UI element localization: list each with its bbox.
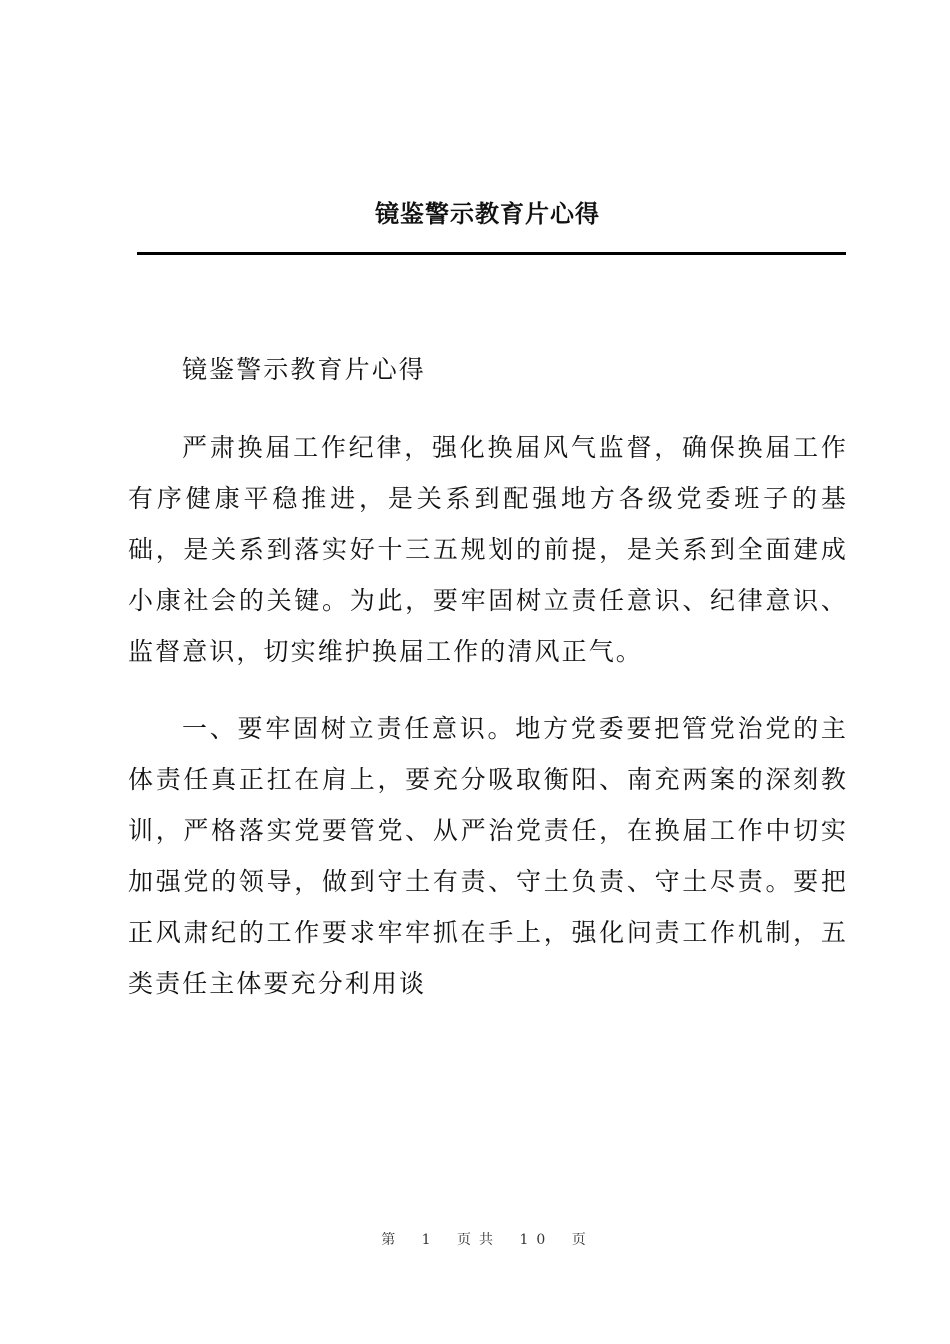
body-paragraph-intro: 严肃换届工作纪律，强化换届风气监督，确保换届工作有序健康平稳推进，是关系到配强地方各级党委班子的基础，是关系到落实好十三五规划的前提，是关系到全面建成小康社会的关键。为此，要牢固树立责任意识、纪律意识、监督意识，切实维护换届工作的清风正气。 [128,432,848,666]
document-body [128,344,848,1036]
title-divider [137,252,846,255]
footer-of-label: 页共 [457,1232,502,1248]
footer-current-page: 1 [421,1232,439,1248]
footer-pages-label: 页 [571,1232,594,1248]
document-title: 镜鉴警示教育片心得 [375,199,600,228]
page-footer [0,1230,950,1250]
body-paragraph-section-one: 一、要牢固树立责任意识。地方党委要把管党治党的主体责任真正扛在肩上，要充分吸取衡阳、南充两案的深刻教训，严格落实党要管党、从严治党责任，在换届工作中切实加强党的领导，做到守土有责、守土负责、守土尽责。要把正风肃纪的工作要求牢牢抓在手上，强化问责工作机制，五类责任主体要充分利用谈 [128,714,848,998]
footer-total-pages: 10 [519,1232,554,1248]
footer-page-label: 第 [381,1232,404,1248]
body-paragraph-heading: 镜鉴警示教育片心得 [182,355,426,384]
